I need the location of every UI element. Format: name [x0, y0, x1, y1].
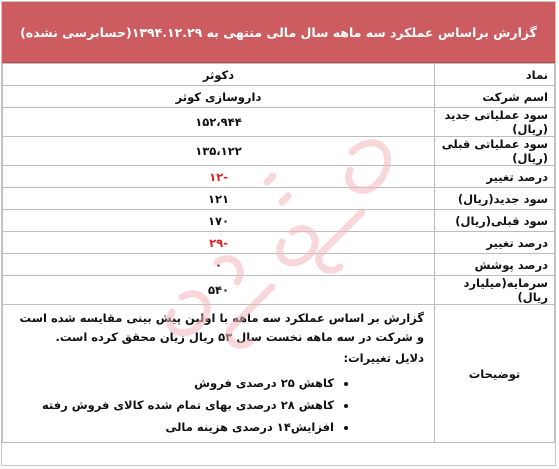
row-value: ۱۷۰ — [3, 210, 435, 232]
row-value: ۱۲۱ — [3, 188, 435, 210]
table-row — [3, 254, 555, 276]
row-label: درصد پوشش — [435, 254, 555, 276]
report-panel — [1, 1, 556, 466]
row-label: درصد تغییر — [435, 166, 555, 188]
list-item: • کاهش ۲۵ درصدی فروش — [11, 372, 334, 394]
list-item: • کاهش ۲۸ درصدی بهای تمام شده کالای فروش رفته — [11, 394, 334, 416]
row-label: سود عملیاتی قبلی (ریال) — [435, 137, 555, 166]
notes-label: توضیحات — [435, 305, 555, 443]
table-row — [3, 166, 555, 188]
table-row — [3, 86, 555, 108]
row-label: سود جدید(ریال) — [435, 188, 555, 210]
reasons-list — [11, 372, 424, 438]
notes-subtitle: دلایل تغییرات: — [343, 351, 424, 365]
row-label: سود قبلی(ریال) — [435, 210, 555, 232]
row-label: سود عملیاتی جدید (ریال) — [435, 108, 555, 137]
list-item: • افزایش۱۴ درصدی هزینه مالی — [11, 416, 334, 438]
row-value: دکوثر — [3, 64, 435, 86]
row-label: سرمایه(میلیارد ریال) — [435, 276, 555, 305]
table-row — [3, 64, 555, 86]
row-label: اسم شرکت — [435, 86, 555, 108]
report-title: گزارش براساس عملکرد سه ماهه سال مالی منتهی به ۱۳۹۴.۱۲.۲۹(حسابرسی نشده) — [2, 2, 555, 63]
table-row — [3, 108, 555, 137]
notes-paragraph: گزارش بر اساس عملکرد سه ماهه با اولین پیش بینی مقایسه شده است و شرکت در سه ماهه نخست سال ۵۳ ریال زیان محقق کرده است. — [19, 311, 424, 344]
row-value: ۰ — [3, 254, 435, 276]
table-row — [3, 276, 555, 305]
row-value-negative: -۱۲ — [3, 166, 435, 188]
row-value: ۱۵۲،۹۴۴ — [3, 108, 435, 137]
table-row — [3, 210, 555, 232]
row-value: داروسازی کوثر — [3, 86, 435, 108]
row-label: نماد — [435, 64, 555, 86]
row-value: ۵۴۰ — [3, 276, 435, 305]
notes-content — [3, 305, 435, 443]
table-row — [3, 137, 555, 166]
report-table — [2, 63, 555, 443]
row-value-negative: -۲۹ — [3, 232, 435, 254]
notes-row — [3, 305, 555, 443]
row-label: درصد تغییر — [435, 232, 555, 254]
table-row — [3, 188, 555, 210]
row-value: ۱۳۵،۱۲۲ — [3, 137, 435, 166]
table-row — [3, 232, 555, 254]
